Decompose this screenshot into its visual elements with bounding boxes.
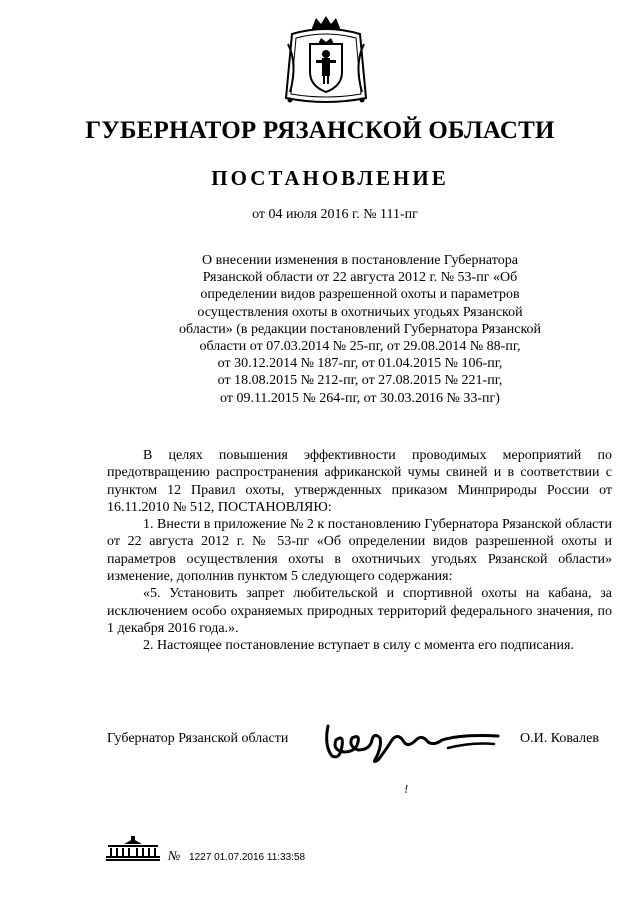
handwritten-signature-icon	[322, 716, 502, 766]
subject-line: О внесении изменения в постановление Губернатора	[202, 253, 518, 268]
item-1-paragraph: 1. Внести в приложение № 2 к постановлению Губернатора Рязанской области от 22 августа 2012 г. № 53-пг «Об определении видов разрешенной охоты и параметров осуществления охоты в охотничьих угодьях Рязанской области» изменение, дополнив пунктом 5 следующего содержания:	[107, 517, 612, 585]
issuer-title: ГУБЕРНАТОР РЯЗАНСКОЙ ОБЛАСТИ	[85, 117, 555, 144]
signatory-name: О.И. Ковалев	[520, 731, 599, 746]
registration-footer	[168, 848, 305, 864]
subject-line: области» (в редакции постановлений Губернатора Рязанской	[178, 321, 542, 337]
signatory-position: Губернатор Рязанской области	[107, 731, 289, 746]
item-1-quote-paragraph: «5. Установить запрет любительской и спортивной охоты на кабана, за исключением особо охраняемых природных территорий федерального значения, по 1 декабря 2016 года.».	[107, 586, 612, 636]
preamble-paragraph: В целях повышения эффективности проводимых мероприятий по предотвращению распространения африканской чумы свиней и в соответствии с пунктом 12 Правил охоты, утвержденных приказом Минприроды России от 16.11.2010 № 512, ПОСТАНОВЛЯЮ:	[107, 448, 612, 515]
coat-of-arms-icon	[282, 14, 370, 106]
ink-mark-icon	[404, 785, 410, 793]
decree-body	[107, 447, 612, 655]
decree-date-number: от 04 июля 2016 г. № 111-пг	[252, 207, 418, 222]
subject-line: определении видов разрешенной охоты и параметров	[200, 287, 520, 303]
registration-stamp: 1227 01.07.2016 11:33:58	[189, 852, 306, 863]
decree-subject	[140, 252, 580, 407]
decree-type-heading: ПОСТАНОВЛЕНИЕ	[211, 166, 449, 190]
subject-line: от 09.11.2015 № 264-пг, от 30.03.2016 № 33-пг)	[220, 390, 500, 406]
number-symbol: №	[168, 848, 181, 863]
subject-line: от 18.08.2015 № 212-пг, от 27.08.2015 № 221-пг,	[217, 373, 503, 389]
subject-line: области от 07.03.2014 № 25-пг, от 29.08.2014 № 88-пг,	[199, 339, 521, 355]
subject-line: Рязанской области от 22 августа 2012 г. № 53-пг «Об	[202, 270, 518, 286]
government-building-logo-icon	[104, 836, 162, 862]
item-2-paragraph: 2. Настоящее постановление вступает в силу с момента его подписания.	[143, 638, 574, 654]
subject-line: от 30.12.2014 № 187-пг, от 01.04.2015 № 106-пг,	[217, 356, 503, 372]
subject-line: осуществления охоты в охотничьих угодьях Рязанской	[197, 304, 523, 320]
